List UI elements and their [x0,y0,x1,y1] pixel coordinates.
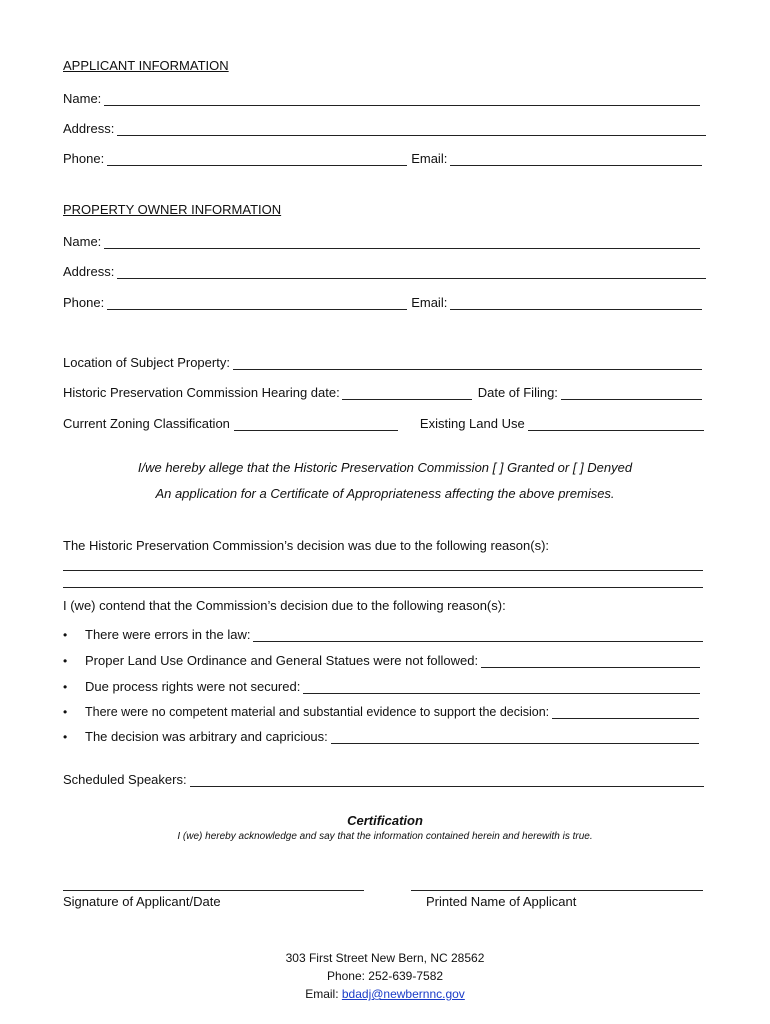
ordinance-field[interactable] [481,654,700,668]
list-item [63,701,699,719]
applicant-name-field[interactable] [104,92,700,106]
certification-text: I (we) hereby acknowledge and say that the information contained herein and herewith is true. [177,831,593,842]
list-item [63,624,703,642]
bullet-label: Due process rights were not secured: [85,679,301,694]
owner-heading: PROPERTY OWNER INFORMATION [63,202,282,217]
owner-name-field[interactable] [104,235,700,249]
applicant-address-label: Address: [63,121,115,136]
applicant-name-row [63,88,700,106]
list-item [63,676,700,694]
allegation-line-1: I/we hereby allege that the Historic Preservation Commission [ ] Granted or [ ] Denyed [137,460,633,475]
owner-phone-field[interactable] [107,296,407,310]
applicant-email-label: Email: [411,151,448,166]
arbitrary-field[interactable] [331,730,699,744]
bullet-icon: • [63,705,68,719]
decision-label: The Historic Preservation Commission’s decision was due to the following reason(s): [63,538,550,553]
evidence-field[interactable] [552,705,699,719]
footer-email-link[interactable]: bdadj@newbernnc.gov [341,987,465,1001]
bullet-label: There were no competent material and substantial evidence to support the decision: [85,705,550,719]
signature-label: Signature of Applicant/Date [63,894,221,909]
bullet-label: There were errors in the law: [85,627,251,642]
footer-phone: Phone: 252-639-7582 [326,969,444,983]
speakers-field[interactable] [190,773,704,787]
filing-date-field[interactable] [561,386,702,400]
footer-email-label: Email: [305,987,339,1001]
applicant-heading: APPLICANT INFORMATION [63,58,229,73]
speakers-label: Scheduled Speakers: [63,772,187,787]
list-item [63,726,699,744]
owner-address-row [63,261,706,279]
bullet-icon: • [63,730,68,744]
owner-name-row [63,231,700,249]
errors-in-law-field[interactable] [253,628,703,642]
location-label: Location of Subject Property: [63,355,230,370]
bullet-label: The decision was arbitrary and capricious: [85,729,328,744]
decision-line-1[interactable] [63,570,703,571]
due-process-field[interactable] [303,680,700,694]
printed-name-label: Printed Name of Applicant [426,894,577,909]
owner-email-field[interactable] [450,296,702,310]
hearing-row [63,382,702,400]
list-item [63,650,700,668]
zoning-label: Current Zoning Classification [63,416,230,431]
bullet-label: Proper Land Use Ordinance and General Statues were not followed: [85,653,479,668]
signature-line[interactable] [63,890,364,891]
bullet-icon: • [63,680,68,694]
bullet-icon: • [63,628,68,642]
speakers-row [63,769,704,787]
footer-address: 303 First Street New Bern, NC 28562 [285,951,485,965]
bullet-icon: • [63,654,68,668]
applicant-address-row [63,118,706,136]
hearing-label: Historic Preservation Commission Hearing date: [63,385,340,400]
owner-phone-label: Phone: [63,295,105,310]
landuse-label: Existing Land Use [419,416,525,431]
zoning-field[interactable] [234,417,398,431]
applicant-phone-field[interactable] [107,152,407,166]
filing-label: Date of Filing: [477,385,558,400]
location-field[interactable] [233,356,702,370]
certification-title: Certification [347,813,423,828]
owner-email-label: Email: [411,295,448,310]
owner-address-label: Address: [63,264,115,279]
applicant-phone-label: Phone: [63,151,105,166]
printed-name-line[interactable] [411,890,703,891]
hearing-date-field[interactable] [342,386,472,400]
decision-line-2[interactable] [63,587,703,588]
applicant-name-label: Name: [63,91,102,106]
applicant-email-field[interactable] [450,152,702,166]
contend-label: I (we) contend that the Commission’s decision due to the following reason(s): [63,598,506,613]
owner-phone-row [63,292,702,310]
owner-address-field[interactable] [117,265,706,279]
applicant-phone-row [63,148,702,166]
landuse-field[interactable] [528,417,704,431]
location-row [63,352,702,370]
allegation-line-2: An application for a Certificate of Appropriateness affecting the above premises. [155,486,615,501]
footer-email-row [0,987,770,1001]
zoning-row [63,413,704,431]
applicant-address-field[interactable] [117,122,706,136]
owner-name-label: Name: [63,234,102,249]
